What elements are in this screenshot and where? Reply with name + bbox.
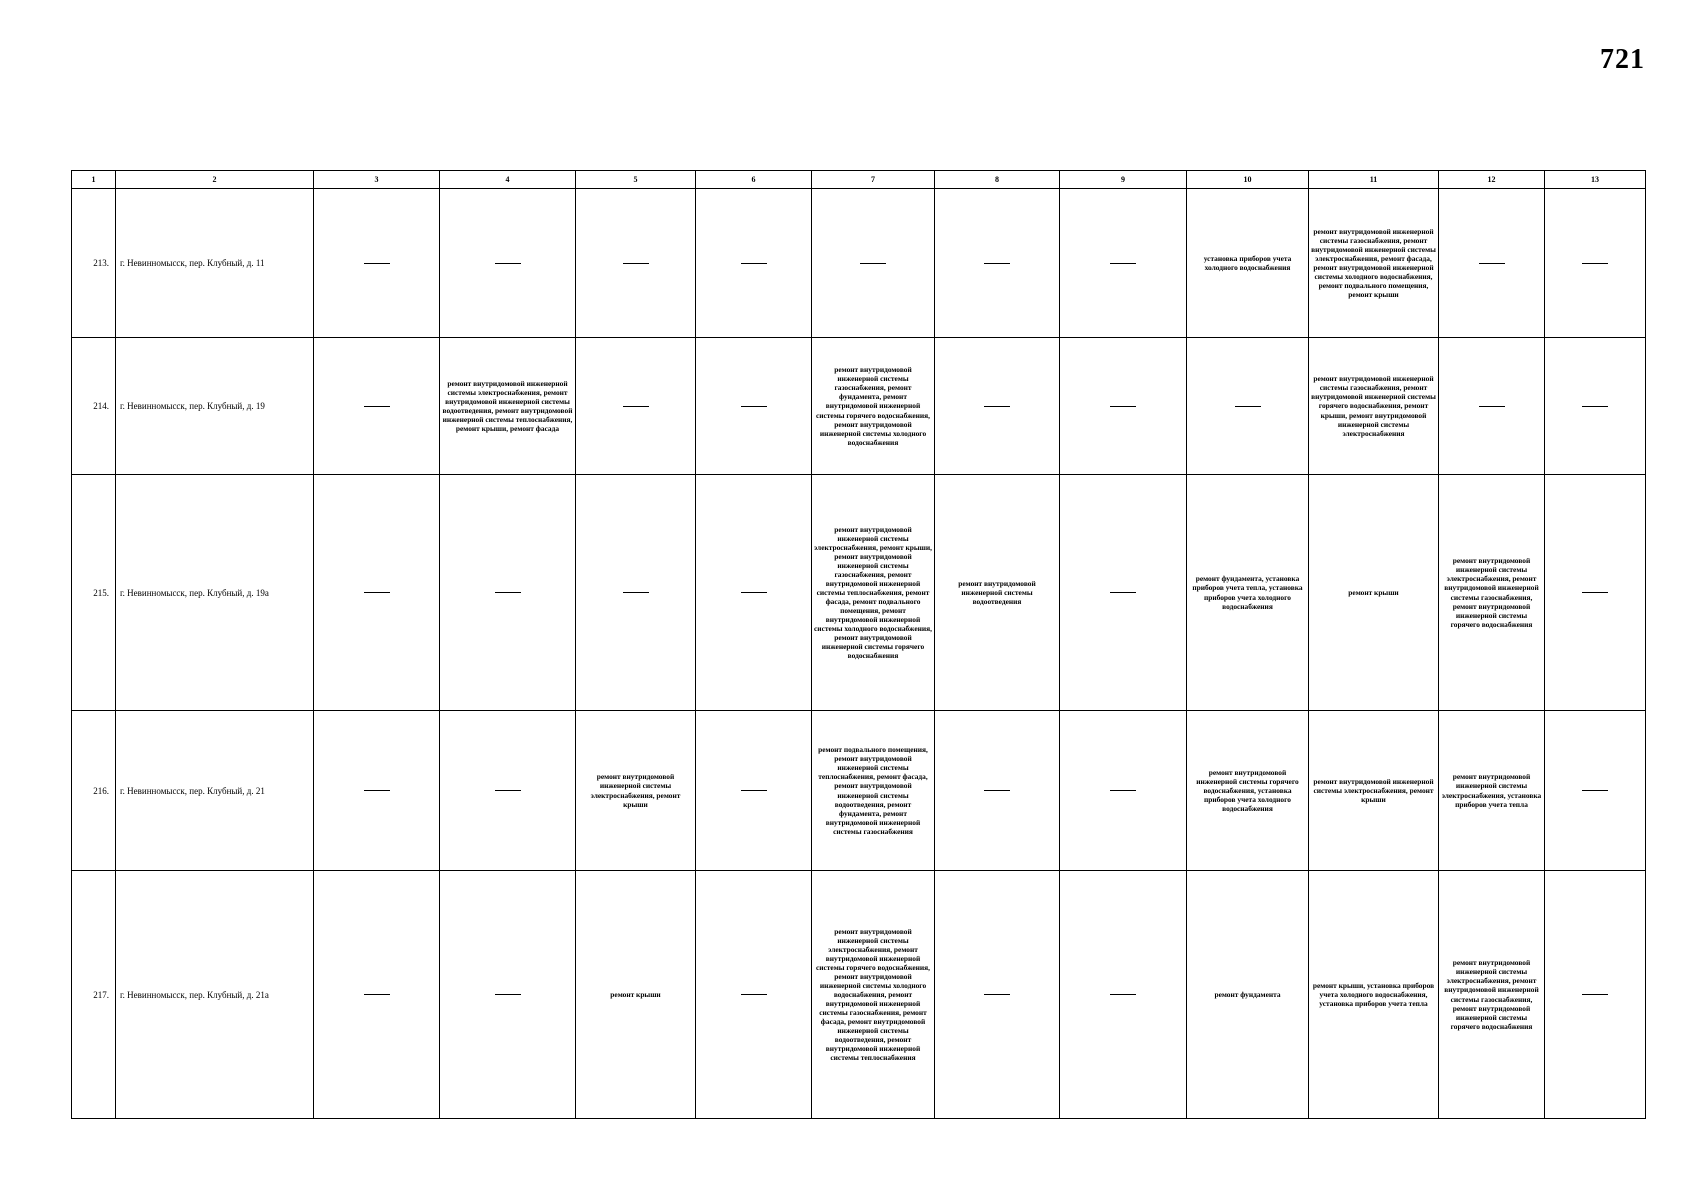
dash-mark (1582, 994, 1608, 995)
address-cell: г. Невинномысск, пер. Клубный, д. 19а (116, 475, 314, 711)
empty-cell (1545, 711, 1646, 871)
dash-mark (623, 592, 649, 593)
work-cell (576, 711, 696, 871)
empty-cell (440, 871, 576, 1119)
empty-cell (812, 189, 935, 338)
dash-mark (623, 263, 649, 264)
work-cell (1187, 475, 1309, 711)
work-description: ремонт внутридомовой инженерной системы электроснабжения, ремонт крыши, ремонт внутридомовой инженерной системы газоснабжения, ремонт внутридомовой инженерной системы теплоснабжения, ремонт фасада, ремонт подвального помещения, ремонт внутридомовой инженерной системы холодного водоснабжения, ремонт внутридомовой инженерной системы горячего водоснабжения (814, 524, 933, 661)
work-description: ремонт фундамента (1214, 989, 1281, 999)
empty-cell (696, 475, 812, 711)
work-description: ремонт внутридомовой инженерной системы газоснабжения, ремонт внутридомовой инженерной системы электроснабжения, ремонт фасада, ремонт внутридомовой инженерной системы холодного водоснабжения, ремонт подвального помещения, ремонт крыши (1311, 226, 1436, 300)
work-description: ремонт крыши (610, 989, 661, 999)
dash-mark (984, 994, 1010, 995)
dash-mark (741, 263, 767, 264)
work-cell (576, 871, 696, 1119)
dash-mark (1582, 790, 1608, 791)
empty-cell (1060, 871, 1187, 1119)
work-description: ремонт внутридомовой инженерной системы электроснабжения, ремонт внутридомовой инженерной системы газоснабжения, ремонт внутридомовой инженерной системы горячего водоснабжения (1444, 958, 1539, 1031)
dash-mark (1582, 406, 1608, 407)
column-header: 7 (812, 171, 935, 189)
column-number-row (72, 171, 1646, 189)
dash-mark (364, 406, 390, 407)
work-cell (1309, 475, 1439, 711)
dash-mark (495, 263, 521, 264)
empty-cell (1545, 871, 1646, 1119)
dash-mark (623, 406, 649, 407)
address-cell: г. Невинномысск, пер. Клубный, д. 19 (116, 338, 314, 475)
empty-cell (440, 711, 576, 871)
dash-mark (741, 592, 767, 593)
empty-cell (314, 189, 440, 338)
work-cell (1439, 711, 1545, 871)
column-header: 3 (314, 171, 440, 189)
work-description: ремонт внутридомовой инженерной системы водоотведения (958, 578, 1036, 607)
work-cell (1309, 871, 1439, 1119)
dash-mark (364, 790, 390, 791)
empty-cell (696, 189, 812, 338)
work-cell (1309, 338, 1439, 475)
table-row (72, 338, 1646, 475)
work-description: ремонт крыши (1348, 587, 1399, 597)
column-header: 5 (576, 171, 696, 189)
work-cell (1309, 189, 1439, 338)
dash-mark (1110, 592, 1136, 593)
dash-mark (364, 592, 390, 593)
dash-mark (495, 592, 521, 593)
dash-mark (984, 263, 1010, 264)
work-cell (1439, 871, 1545, 1119)
work-cell (1309, 711, 1439, 871)
work-cell (1439, 475, 1545, 711)
dash-mark (1235, 406, 1261, 407)
work-cell (812, 475, 935, 711)
row-number: 214. (72, 338, 116, 475)
row-number: 217. (72, 871, 116, 1119)
empty-cell (1545, 189, 1646, 338)
row-number: 213. (72, 189, 116, 338)
work-description: ремонт внутридомовой инженерной системы электроснабжения, ремонт крыши (590, 772, 681, 809)
empty-cell (1060, 189, 1187, 338)
repair-schedule-table (71, 170, 1646, 1119)
dash-mark (1479, 263, 1505, 264)
empty-cell (314, 711, 440, 871)
empty-cell (576, 338, 696, 475)
column-header: 11 (1309, 171, 1439, 189)
work-cell (1187, 711, 1309, 871)
work-cell (440, 338, 576, 475)
work-description: установка приборов учета холодного водоснабжения (1203, 253, 1292, 272)
dash-mark (984, 790, 1010, 791)
work-cell (935, 475, 1060, 711)
work-cell (812, 338, 935, 475)
address-cell: г. Невинномысск, пер. Клубный, д. 21 (116, 711, 314, 871)
column-header: 13 (1545, 171, 1646, 189)
dash-mark (1582, 592, 1608, 593)
dash-mark (364, 263, 390, 264)
work-description: ремонт внутридомовой инженерной системы электроснабжения, установка приборов учета тепла (1441, 772, 1542, 809)
column-header: 2 (116, 171, 314, 189)
empty-cell (1545, 475, 1646, 711)
column-header: 9 (1060, 171, 1187, 189)
table-row (72, 189, 1646, 338)
dash-mark (741, 790, 767, 791)
empty-cell (696, 871, 812, 1119)
work-description: ремонт крыши, установка приборов учета холодного водоснабжения, установка приборов учета тепла (1312, 980, 1435, 1009)
column-header: 4 (440, 171, 576, 189)
work-description: ремонт внутридомовой инженерной системы электроснабжения, ремонт внутридомовой инженерной системы газоснабжения, ремонт внутридомовой инженерной системы горячего водоснабжения (1444, 556, 1539, 629)
dash-mark (984, 406, 1010, 407)
empty-cell (576, 189, 696, 338)
column-header: 10 (1187, 171, 1309, 189)
empty-cell (1060, 475, 1187, 711)
dash-mark (1479, 406, 1505, 407)
empty-cell (576, 475, 696, 711)
row-number: 215. (72, 475, 116, 711)
dash-mark (1110, 994, 1136, 995)
empty-cell (314, 338, 440, 475)
empty-cell (1060, 711, 1187, 871)
address-cell: г. Невинномысск, пер. Клубный, д. 11 (116, 189, 314, 338)
column-header: 1 (72, 171, 116, 189)
column-header: 6 (696, 171, 812, 189)
dash-mark (1110, 790, 1136, 791)
work-cell (1187, 189, 1309, 338)
work-description: ремонт внутридомовой инженерной системы электроснабжения, ремонт крыши (1313, 776, 1434, 805)
table-row (72, 871, 1646, 1119)
dash-mark (860, 263, 886, 264)
empty-cell (440, 475, 576, 711)
empty-cell (1439, 338, 1545, 475)
work-cell (812, 711, 935, 871)
work-description: ремонт внутридомовой инженерной системы электроснабжения, ремонт внутридомовой инженерной системы водоотведения, ремонт внутридомовой инженерной системы теплоснабжения, ремонт крыши, ремонт фасада (442, 378, 573, 434)
work-cell (812, 871, 935, 1119)
work-description: ремонт подвального помещения, ремонт внутридомовой инженерной системы теплоснабжения, ремонт фасада, ремонт внутридомовой инженерной системы водоотведения, ремонт фундамента, ремонт внутридомовой инженерной системы газоснабжения (818, 745, 928, 836)
dash-mark (495, 790, 521, 791)
work-cell (1187, 871, 1309, 1119)
empty-cell (935, 338, 1060, 475)
empty-cell (935, 871, 1060, 1119)
work-description: ремонт внутридомовой инженерной системы газоснабжения, ремонт фундамента, ремонт внутридомовой инженерной системы горячего водоснабжения, ремонт внутридомовой инженерной системы холодного водоснабжения (815, 365, 931, 447)
dash-mark (495, 994, 521, 995)
column-header: 12 (1439, 171, 1545, 189)
empty-cell (935, 711, 1060, 871)
dash-mark (741, 994, 767, 995)
table-row (72, 711, 1646, 871)
dash-mark (364, 994, 390, 995)
empty-cell (1187, 338, 1309, 475)
dash-mark (741, 406, 767, 407)
page-number: 721 (1600, 44, 1645, 75)
empty-cell (1439, 189, 1545, 338)
work-description: ремонт фундамента, установка приборов учета тепла, установка приборов учета холодного водоснабжения (1192, 574, 1303, 611)
empty-cell (1060, 338, 1187, 475)
address-cell: г. Невинномысск, пер. Клубный, д. 21а (116, 871, 314, 1119)
row-number: 216. (72, 711, 116, 871)
dash-mark (1110, 406, 1136, 407)
table-row (72, 475, 1646, 711)
empty-cell (935, 189, 1060, 338)
empty-cell (696, 338, 812, 475)
empty-cell (696, 711, 812, 871)
empty-cell (1545, 338, 1646, 475)
empty-cell (440, 189, 576, 338)
work-description: ремонт внутридомовой инженерной системы газоснабжения, ремонт внутридомовой инженерной системы горячего водоснабжения, ремонт крыши, ремонт внутридомовой инженерной системы электроснабжения (1311, 374, 1436, 438)
work-description: ремонт внутридомовой инженерной системы горячего водоснабжения, установка приборов учета холодного водоснабжения (1196, 767, 1299, 814)
column-header: 8 (935, 171, 1060, 189)
work-description: ремонт внутридомовой инженерной системы электроснабжения, ремонт внутридомовой инженерной системы горячего водоснабжения, ремонт внутридомовой инженерной системы холодного водоснабжения, ремонт внутридомовой инженерной системы газоснабжения, ремонт фасада, ремонт внутридомовой инженерной системы водоотведения, ремонт внутридомовой инженерной системы теплоснабжения (815, 926, 931, 1063)
dash-mark (1582, 263, 1608, 264)
empty-cell (314, 475, 440, 711)
empty-cell (314, 871, 440, 1119)
dash-mark (1110, 263, 1136, 264)
